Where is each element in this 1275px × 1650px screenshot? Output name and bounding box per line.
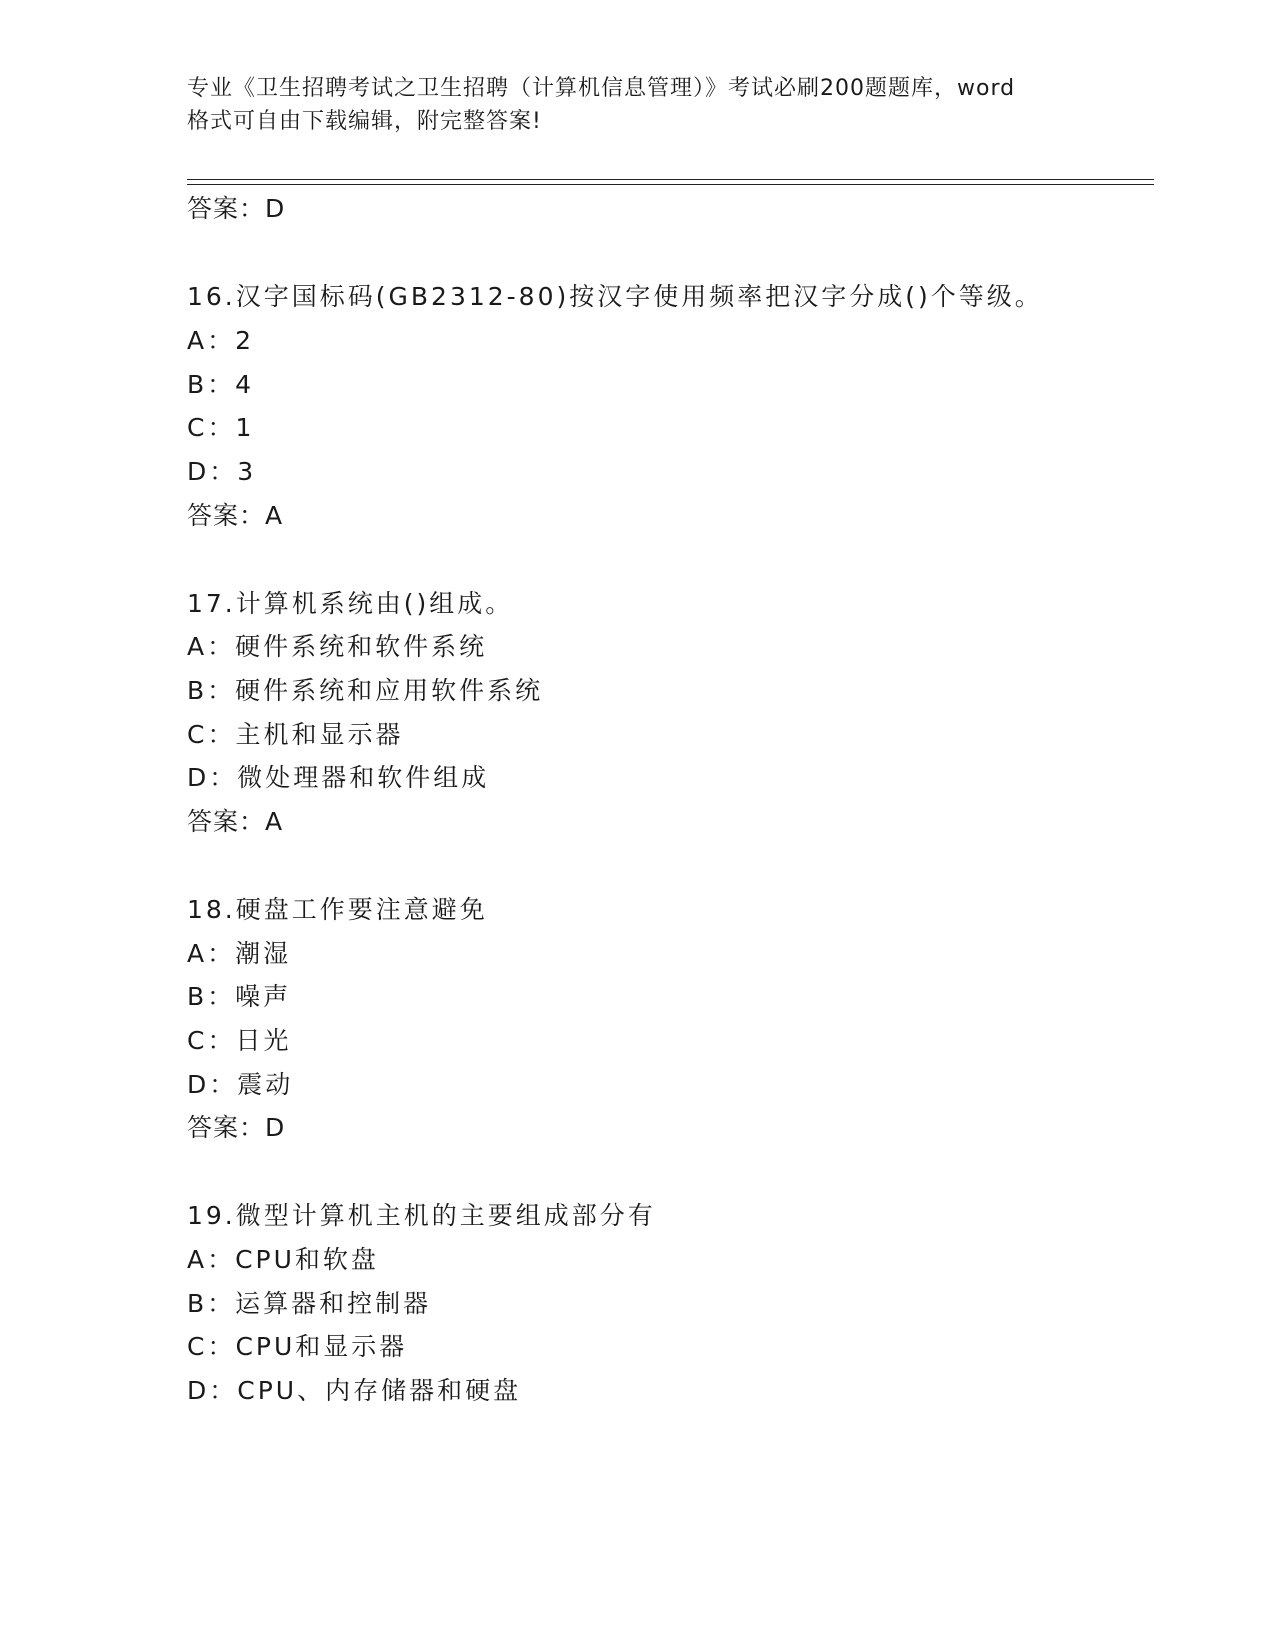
option-17-c: C：主机和显示器 xyxy=(187,720,404,749)
question-16: 16.汉字国标码(GB2312-80)按汉字使用频率把汉字分成()个等级。 xyxy=(187,282,1043,311)
option-17-b: B：硬件系统和应用软件系统 xyxy=(187,676,544,705)
option-18-c: C：日光 xyxy=(187,1026,292,1055)
answer-17: 答案：A xyxy=(187,807,284,836)
option-17-d: D：微处理器和软件组成 xyxy=(187,763,490,792)
header-divider-bottom xyxy=(187,184,1154,185)
option-18-a: A：潮湿 xyxy=(187,939,292,968)
option-16-a: A：2 xyxy=(187,326,255,355)
answer-line: 答案：D xyxy=(187,194,286,223)
option-18-b: B：噪声 xyxy=(187,982,292,1011)
option-16-c: C：1 xyxy=(187,413,255,442)
header-line-1: 专业《卫生招聘考试之卫生招聘（计算机信息管理）》考试必刷200题题库，word xyxy=(187,76,1016,101)
answer-18: 答案：D xyxy=(187,1113,286,1142)
option-16-b: B：4 xyxy=(187,370,255,399)
question-18: 18.硬盘工作要注意避免 xyxy=(187,895,488,924)
header-line-2: 格式可自由下载编辑，附完整答案! xyxy=(187,109,542,134)
option-16-d: D：3 xyxy=(187,457,257,486)
option-19-d: D：CPU、内存储器和硬盘 xyxy=(187,1376,522,1405)
document-header xyxy=(187,72,1087,138)
question-17: 17.计算机系统由()组成。 xyxy=(187,589,514,618)
option-18-d: D：震动 xyxy=(187,1070,294,1099)
option-17-a: A：硬件系统和软件系统 xyxy=(187,632,488,661)
question-19: 19.微型计算机主机的主要组成部分有 xyxy=(187,1201,656,1230)
header-divider-top xyxy=(187,179,1154,180)
option-19-c: C：CPU和显示器 xyxy=(187,1332,408,1361)
answer-16: 答案：A xyxy=(187,501,284,530)
option-19-b: B：运算器和控制器 xyxy=(187,1289,432,1318)
option-19-a: A：CPU和软盘 xyxy=(187,1245,379,1274)
